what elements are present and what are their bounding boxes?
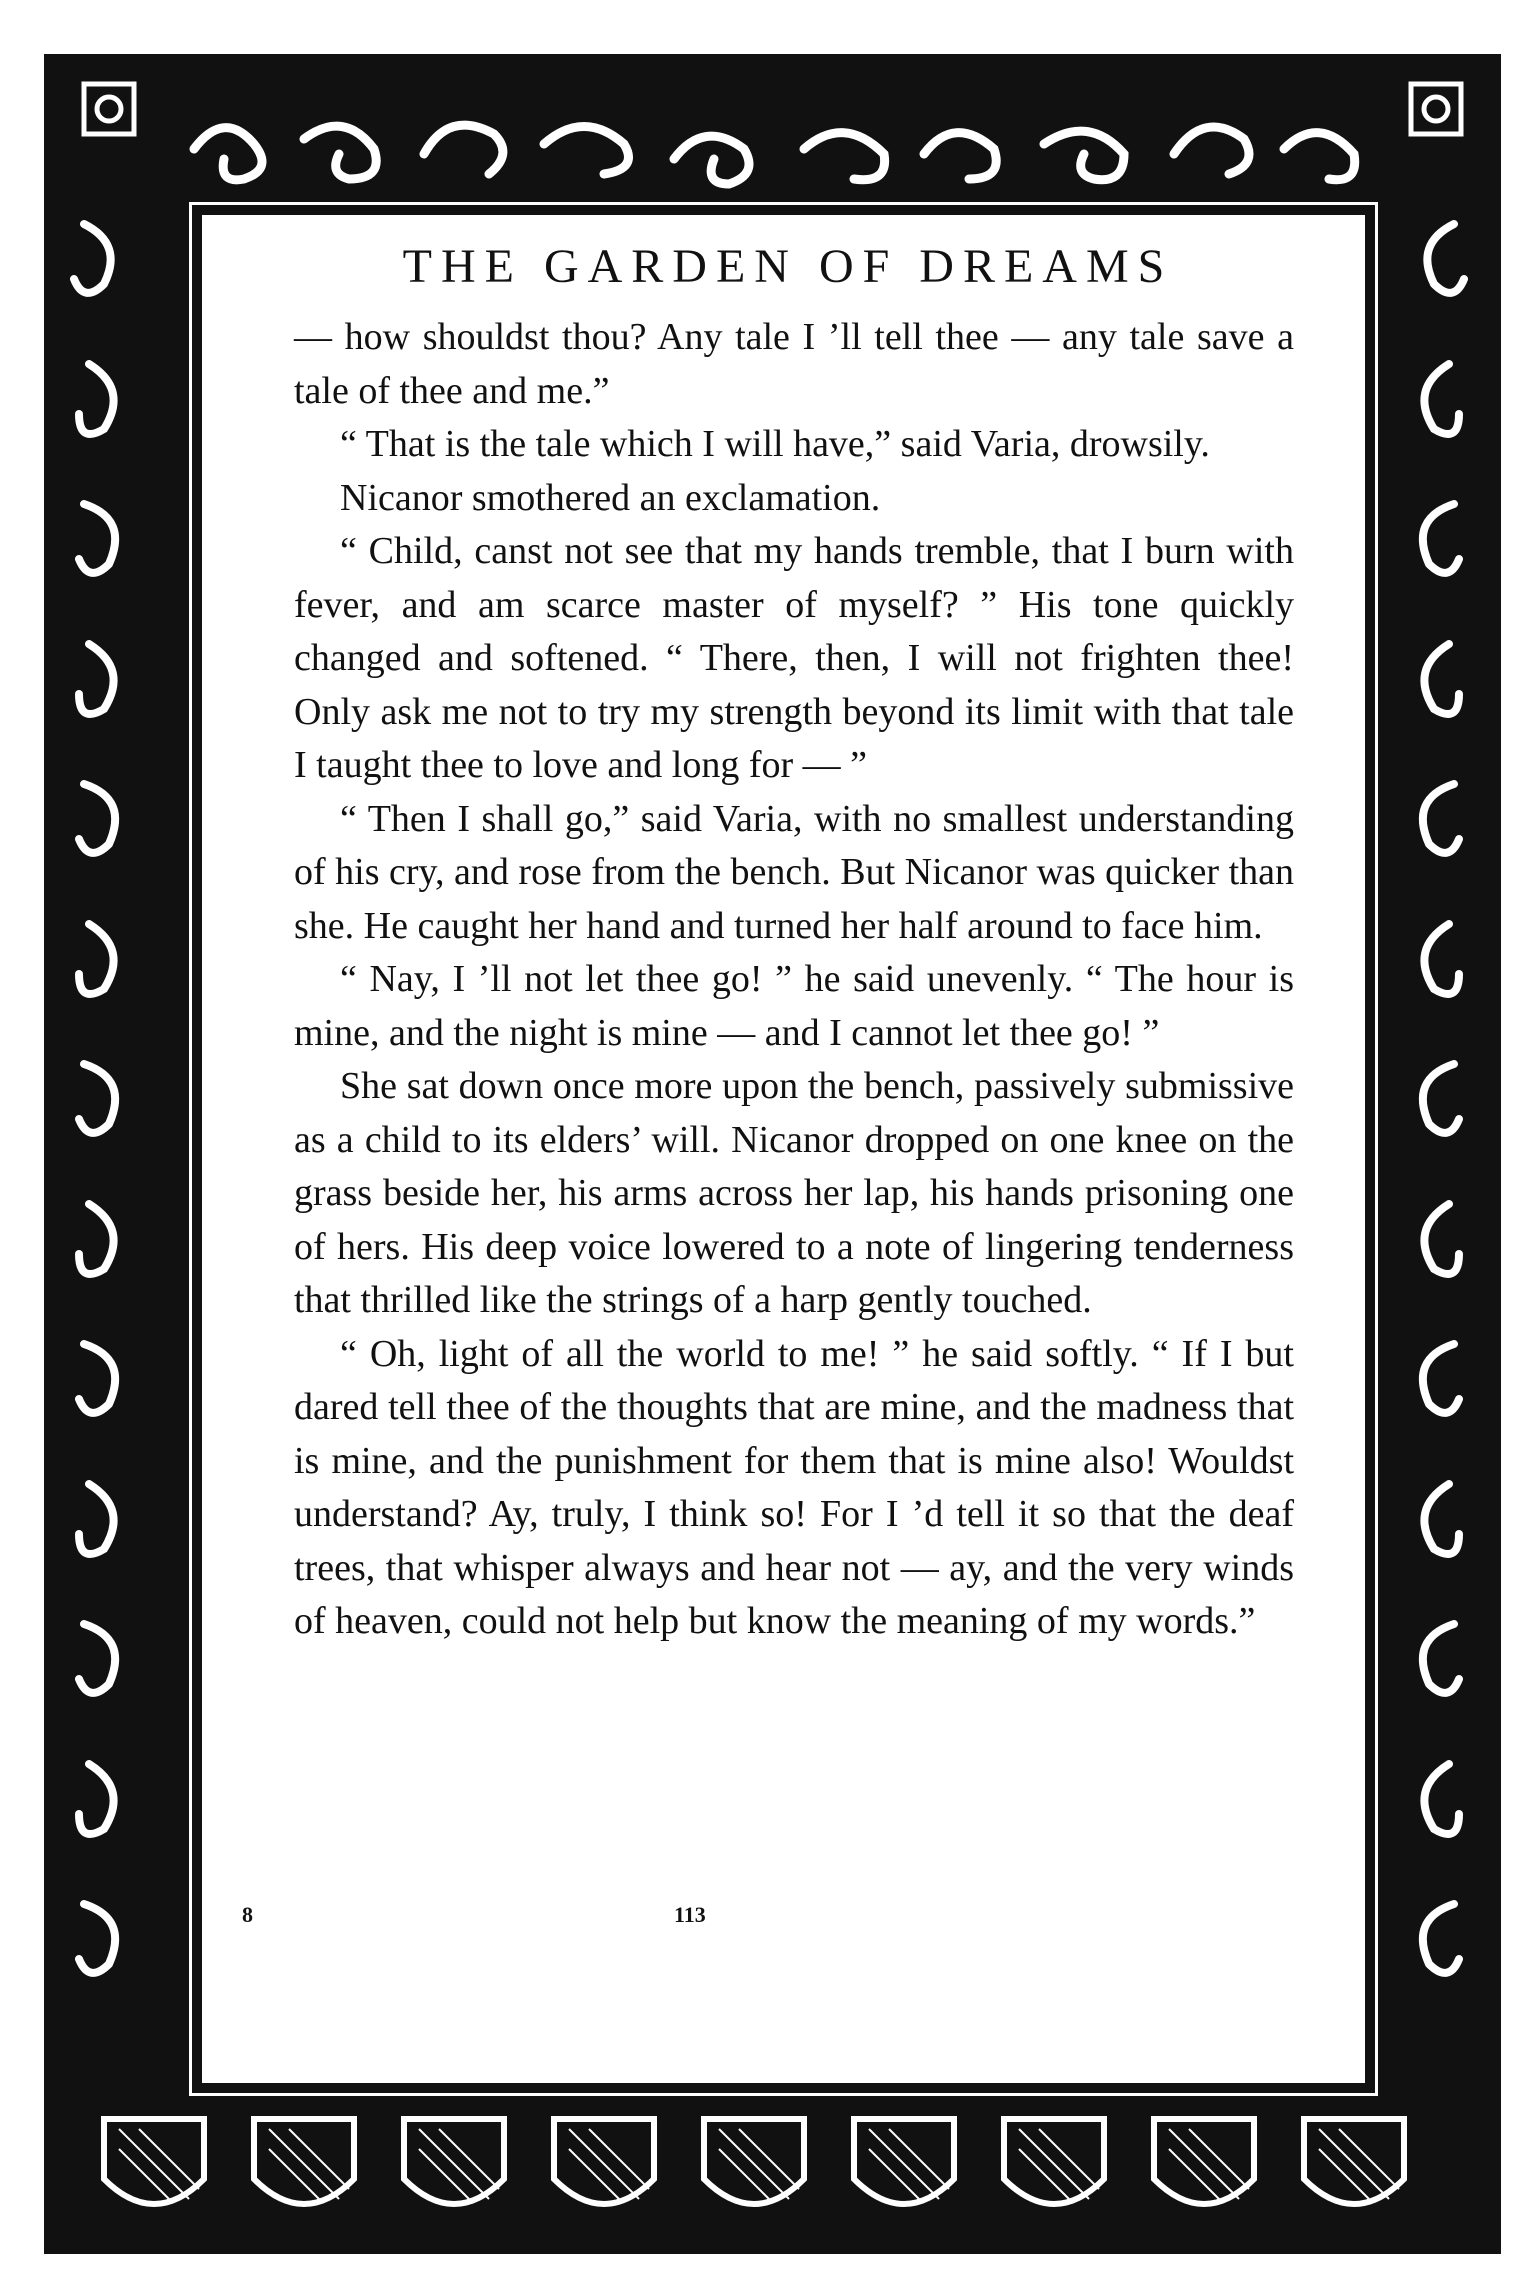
left-scroll-ornaments: [74, 224, 115, 1973]
running-head: THE GARDEN OF DREAMS: [402, 240, 1174, 293]
top-left-corner-rosette: [84, 84, 134, 134]
paragraph: “ Oh, light of all the world to me! ” he said softly. “ If I but dared tell thee of the thoughts that are mine, and the madness that is mine, and the punishment for them that is mine also! Wouldst understand? Ay, truly, I think so! For I ’d tell it so that the deaf trees, that whisper always and hear not — ay, and the very winds of heaven, could not help but know the meaning of my words.”: [294, 1332, 1294, 1642]
decorative-border-frame: [44, 54, 1501, 2254]
top-scroll-ornaments: [194, 125, 1355, 184]
text-panel: [196, 209, 1371, 2089]
paragraph: “ Nay, I ’ll not let thee go! ” he said unevenly. “ The hour is mine, and the night is mine — and I cannot let thee go! ”: [294, 958, 1294, 1054]
top-right-corner-rosette: [1411, 84, 1461, 134]
paragraph: — how shouldst thou? Any tale I ’ll tell thee — any tale save a tale of thee and me.”: [294, 316, 1294, 412]
paragraph: She sat down once more upon the bench, passively submissive as a child to its elders’ will. Nicanor dropped on one knee on the grass beside her, his arms across her lap, his hands prisoning one of hers. His deep voice lowered to a note of lingering tenderness that thrilled like the strings of a harp gently touched.: [294, 1065, 1294, 1321]
body-text: [294, 311, 1294, 1649]
bottom-shield-hatching: [119, 2129, 1399, 2199]
paragraph: “ Then I shall go,” said Varia, with no smallest understanding of his cry, and rose from the bench. But Nicanor was quicker than she. He caught her hand and turned her half around to face him.: [294, 797, 1295, 947]
paragraph: Nicanor smothered an exclamation.: [340, 476, 881, 519]
bottom-shield-ornaments: [104, 2119, 1404, 2204]
paragraph: “ That is the tale which I will have,” said Varia, drowsily.: [340, 423, 1210, 465]
page-number: 113: [674, 1902, 706, 1927]
signature-mark: 8: [242, 1902, 253, 1927]
right-scroll-ornaments: [1423, 224, 1464, 1973]
paragraph: “ Child, canst not see that my hands tremble, that I burn with fever, and am scarce master of myself? ” His tone quickly changed and softened. “ There, then, I will not frighten thee! Only ask me not to try my strength beyond its limit with that tale I taught thee to love and long for — ”: [294, 530, 1294, 786]
